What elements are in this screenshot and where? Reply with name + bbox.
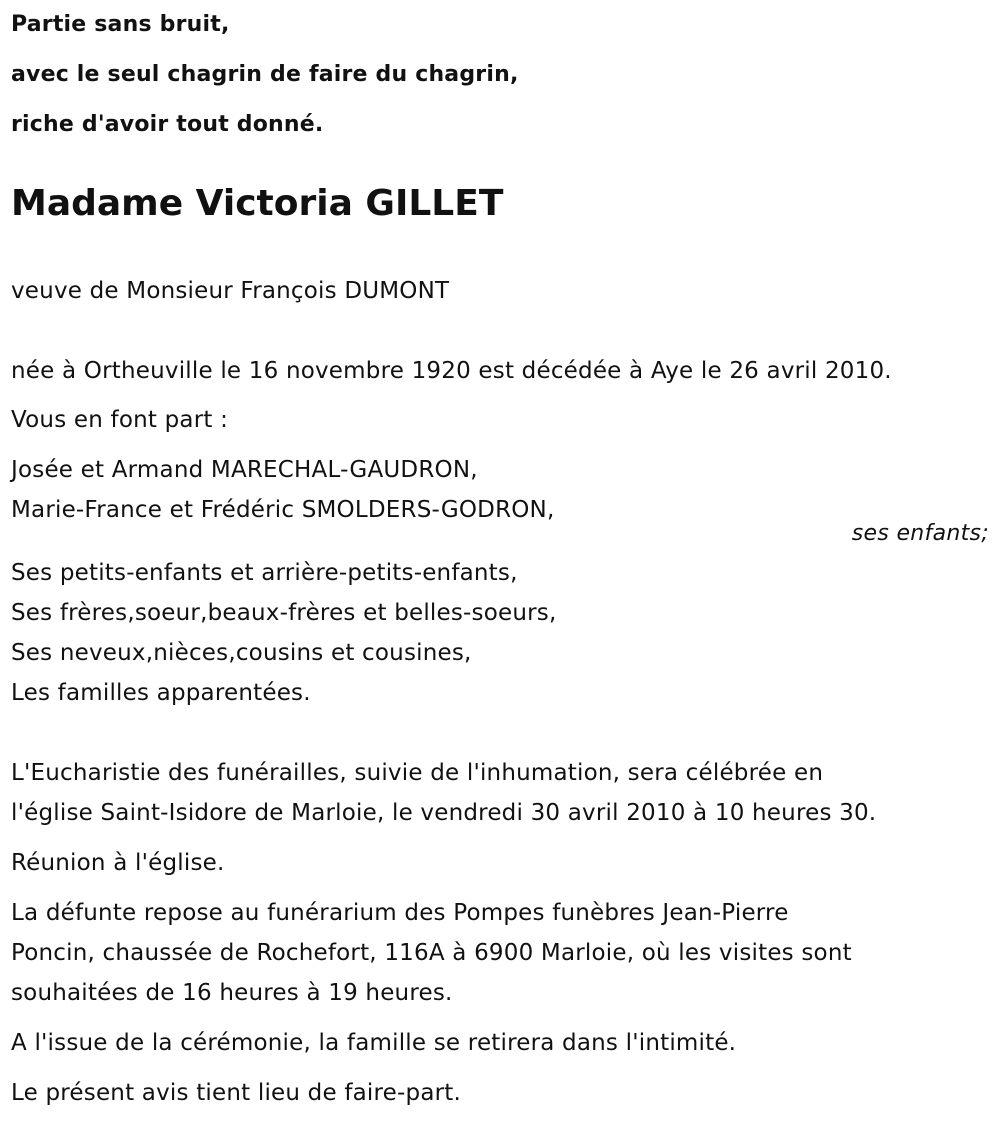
family-line-2: Ses frères,soeur,beaux-frères et belles-soeurs, xyxy=(11,600,557,626)
family-line-3: Ses neveux,nièces,cousins et cousines, xyxy=(11,640,472,666)
spouse-line: veuve de Monsieur François DUMONT xyxy=(11,278,450,304)
family-line-4: Les familles apparentées. xyxy=(11,680,311,706)
child-line-1: Josée et Armand MARECHAL-GAUDRON, xyxy=(11,457,478,483)
visitation-line-3: souhaitées de 16 heures à 19 heures. xyxy=(11,980,453,1006)
poem-line-2: avec le seul chagrin de faire du chagrin, xyxy=(11,62,519,87)
family-line-1: Ses petits-enfants et arrière-petits-enfants, xyxy=(11,560,518,586)
deceased-name: Madame Victoria GILLET xyxy=(11,183,504,224)
after-ceremony-line: A l'issue de la cérémonie, la famille se retirera dans l'intimité. xyxy=(11,1030,737,1056)
closing-line: Le présent avis tient lieu de faire-part. xyxy=(11,1080,462,1106)
meeting-line: Réunion à l'église. xyxy=(11,850,225,876)
children-label: ses enfants; xyxy=(851,521,989,546)
poem-line-3: riche d'avoir tout donné. xyxy=(11,112,324,137)
ceremony-line-2: l'église Saint-Isidore de Marloie, le vendredi 30 avril 2010 à 10 heures 30. xyxy=(11,800,877,826)
child-line-2: Marie-France et Frédéric SMOLDERS-GODRON, xyxy=(11,497,555,523)
visitation-line-2: Poncin, chaussée de Rochefort, 116A à 6900 Marloie, où les visites sont xyxy=(11,940,852,966)
announce-intro: Vous en font part : xyxy=(11,407,229,433)
poem-line-1: Partie sans bruit, xyxy=(11,12,230,37)
ceremony-line-1: L'Eucharistie des funérailles, suivie de l'inhumation, sera célébrée en xyxy=(11,760,824,786)
birth-death-line: née à Ortheuville le 16 novembre 1920 est décédée à Aye le 26 avril 2010. xyxy=(11,358,892,384)
visitation-line-1: La défunte repose au funérarium des Pompes funèbres Jean-Pierre xyxy=(11,900,789,926)
